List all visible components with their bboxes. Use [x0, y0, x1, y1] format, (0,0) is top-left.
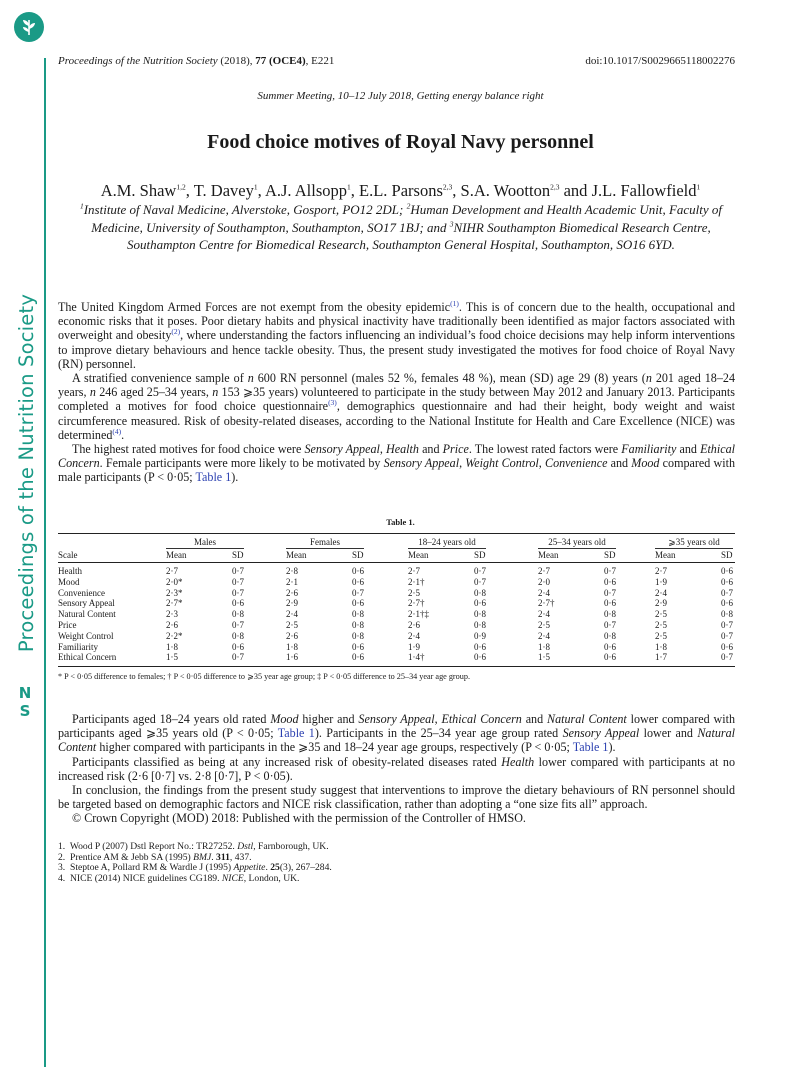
author-list — [0, 181, 801, 201]
table-row-scale: Mood — [58, 576, 80, 587]
table-cell-value: 0·8 — [721, 609, 733, 620]
table-cell-value: 0·7 — [352, 587, 364, 598]
table-cell-value: 0·6 — [474, 641, 486, 652]
table-scale-header: Scale — [58, 550, 78, 560]
table-cell-value: 2·7 — [538, 566, 550, 576]
table-col-mean-header: Mean — [655, 550, 676, 560]
table-cell-value: 0·6 — [604, 641, 616, 652]
table-cell-value: 2·1†‡ — [408, 609, 429, 620]
ref-link[interactable]: (2) — [171, 327, 181, 337]
table-cell-value: 2·3 — [166, 609, 178, 620]
paper-title: Food choice motives of Royal Navy personnel — [207, 131, 594, 153]
table-row-scale: Health — [58, 566, 82, 576]
author-affil-sup: 1,2 — [176, 182, 186, 192]
results-section — [58, 712, 735, 826]
journal-volume: 77 (OCE4) — [255, 55, 306, 67]
table-cell-value: 0·6 — [474, 598, 486, 609]
table-group-underline — [655, 548, 733, 549]
author-sep: , — [257, 181, 265, 200]
table-col-sd-header: SD — [352, 550, 364, 560]
affiliation-2: Human Development and Health Academic Unit, Faculty of Medicine, University of Southampton, Southampton, SO17 1BJ; and — [91, 202, 723, 235]
table-cell-value: 2·7 — [655, 566, 667, 576]
author-sep: , — [350, 181, 360, 200]
table-col-mean-header: Mean — [538, 550, 559, 560]
table-header-rule — [58, 562, 735, 563]
author-affil-sup: 1 — [696, 182, 701, 192]
table-cell-value: 0·6 — [721, 566, 733, 576]
intro-section — [58, 300, 735, 485]
table-cell-value: 0·7 — [232, 576, 244, 587]
author-sep: and — [559, 181, 592, 200]
table-cell-value: 0·6 — [352, 652, 364, 663]
copyright-line: © Crown Copyright (MOD) 2018: Published with the permission of the Controller of HMSO. — [72, 811, 526, 826]
table-row-scale: Price — [58, 620, 77, 630]
table-cell-value: 0·7 — [604, 587, 616, 598]
table-cell-value: 0·6 — [604, 598, 616, 609]
journal-side-rule — [44, 58, 46, 1067]
table-col-sd-header: SD — [721, 550, 733, 560]
table-cell-value: 0·8 — [352, 609, 364, 620]
table-cell-value: 2·3* — [166, 587, 183, 598]
ref-link[interactable]: (3) — [328, 398, 337, 408]
table-col-mean-header: Mean — [166, 550, 187, 560]
author-affil-sup: 2,3 — [550, 182, 560, 192]
table-cell-value: 2·5 — [538, 620, 550, 630]
table-cell-value: 1·8 — [166, 641, 178, 652]
author: E.L. Parsons — [359, 181, 443, 200]
table-cell-value: 2·0 — [538, 576, 550, 587]
table-col-sd-header: SD — [474, 550, 486, 560]
author: S.A. Wootton — [460, 181, 551, 200]
references-list — [58, 842, 332, 884]
table-cell-value: 0·7 — [232, 620, 244, 630]
table-cell-value: 0·9 — [474, 630, 486, 641]
table-cell-value: 2·7 — [408, 566, 420, 576]
table-footnote: * P < 0·05 difference to females; † P < 0·05 difference to ⩾35 year age group; ‡ P < 0·05 difference to 25–34 year age group. — [58, 672, 470, 681]
author: T. Davey — [193, 181, 254, 200]
table-cell-value: 0·8 — [232, 630, 244, 641]
author: J.L. Fallowfield — [591, 181, 697, 200]
table-cell-value: 0·6 — [352, 576, 364, 587]
table-title: Table 1. — [386, 517, 415, 527]
table-cell-value: 0·8 — [604, 630, 616, 641]
table-cell-value: 2·6 — [408, 620, 420, 630]
ns-society-icon — [11, 682, 39, 720]
author-sep: , — [185, 181, 194, 200]
table-cell-value: 0·8 — [474, 587, 486, 598]
table-cell-value: 0·8 — [474, 620, 486, 630]
results-paragraph-2: Participants classified as being at any increased risk of obesity-related diseases rated Health lower compared with participants at no increased risk (2·6 [0·7] vs. 2·8 [0·7], P < 0·05). — [58, 754, 735, 783]
reference-item: 4. NICE (2014) NICE guidelines CG189. NICE, London, UK. — [58, 872, 300, 884]
table-group-underline — [286, 548, 364, 549]
affil-sup: 3 — [449, 219, 454, 229]
leaf-icon — [19, 17, 39, 37]
table-group-header: 25–34 years old — [548, 537, 606, 547]
table-col-sd-header: SD — [232, 550, 244, 560]
table-cell-value: 2·2* — [166, 630, 183, 641]
table-col-sd-header: SD — [604, 550, 616, 560]
svg-text:N: N — [18, 684, 32, 702]
author: A.J. Allsopp — [264, 181, 348, 200]
table-cell-value: 2·5 — [286, 620, 298, 630]
author-sep: , — [452, 181, 461, 200]
reference-item: 1. Wood P (2007) Dstl Report No.: TR27252. Dstl, Farnborough, UK. — [58, 841, 329, 852]
table-group-underline — [538, 548, 616, 549]
table-cell-value: 1·9 — [408, 641, 420, 652]
table-cell-value: 2·4 — [286, 609, 298, 620]
svg-text:S: S — [19, 702, 31, 720]
table-group-header: Females — [310, 537, 340, 547]
table-cell-value: 0·8 — [604, 609, 616, 620]
table-cell-value: 2·4 — [538, 630, 550, 641]
table-group-header: ⩾35 years old — [668, 537, 720, 547]
table-col-mean-header: Mean — [408, 550, 429, 560]
table-cell-value: 1·5 — [166, 652, 178, 663]
author-affil-sup: 1 — [253, 182, 258, 192]
journal-year: (2018), — [220, 55, 253, 67]
journal-citation — [58, 55, 334, 67]
table-group-underline — [166, 548, 244, 549]
table-cell-value: 0·6 — [474, 652, 486, 663]
ref-link[interactable]: (4) — [112, 426, 122, 436]
table-row-scale: Natural Content — [58, 609, 116, 620]
table-cell-value: 0·7 — [474, 566, 486, 576]
journal-name: Proceedings of the Nutrition Society — [58, 55, 218, 67]
table-row-scale: Familiarity — [58, 641, 98, 652]
table-link[interactable]: Table 1 — [572, 740, 609, 755]
table-cell-value: 1·4† — [408, 652, 425, 663]
table-cell-value: 2·1 — [286, 576, 298, 587]
table-cell-value: 2·4 — [538, 587, 550, 598]
table-cell-value: 1·5 — [538, 652, 550, 663]
table-link[interactable]: Table 1 — [195, 470, 232, 485]
affil-sup: 2 — [406, 201, 411, 211]
affiliations — [70, 201, 732, 254]
author-affil-sup: 2,3 — [442, 182, 453, 192]
table-cell-value: 0·7 — [232, 652, 244, 663]
table-row-scale: Convenience — [58, 587, 105, 598]
affil-sup: 1 — [79, 201, 84, 211]
journal-page: , E221 — [305, 55, 335, 67]
table-group-underline — [408, 548, 486, 549]
table-cell-value: 2·5 — [655, 609, 667, 620]
table-cell-value: 0·6 — [352, 566, 364, 576]
results-paragraph-1: Participants aged 18–24 years old rated Mood higher and Sensory Appeal, Ethical Concern and Natural Content lower compared with participants aged ⩾35 years old (P < 0·05; Table 1). Participants in the 25–34 year age group rated Sensory Appeal lower and Natural Content higher compared with participants in the ⩾35 and 18–24 year age groups, respectively (P < 0·05; Table 1). — [58, 712, 735, 755]
table-cell-value: 2·4 — [538, 609, 550, 620]
intro-paragraph-3: The highest rated motives for food choice were Sensory Appeal, Health and Price. The lowest rated factors were Familiarity and Ethical Concern. Female participants were more likely to be motivated by Sensory Appeal, Weight Control, Convenience and Mood compared with male participants (P < 0·05; Table 1). — [58, 442, 736, 485]
table-cell-value: 0·6 — [604, 576, 616, 587]
table-cell-value: 1·6 — [286, 652, 298, 663]
table-cell-value: 2·4 — [655, 587, 667, 598]
author-affil-sup: 1 — [347, 182, 351, 192]
table-cell-value: 2·6 — [286, 587, 298, 598]
table-cell-value: 1·8 — [655, 641, 667, 652]
table-group-header: 18–24 years old — [418, 537, 476, 547]
table-row-scale: Ethical Concern — [58, 652, 117, 663]
doi[interactable]: doi:10.1017/S0029665118002276 — [585, 55, 735, 67]
table-top-rule — [58, 533, 735, 534]
table-bottom-rule — [58, 666, 735, 667]
table-cell-value: 0·7 — [721, 630, 733, 641]
reference-item: 3. Steptoe A, Pollard RM & Wardle J (1995) Appetite. 25(3), 267–284. — [58, 862, 332, 873]
table-cell-value: 2·5 — [655, 620, 667, 630]
table-cell-value: 0·7 — [232, 566, 244, 576]
table-cell-value: 0·6 — [232, 641, 244, 652]
table-cell-value: 1·8 — [538, 641, 550, 652]
table-cell-value: 2·7 — [166, 566, 178, 576]
table-cell-value: 2·4 — [408, 630, 420, 641]
table-group-header: Males — [194, 537, 216, 547]
table-cell-value: 0·8 — [352, 630, 364, 641]
affiliation-3: NIHR Southampton Biomedical Research Centre, Southampton Centre for Biomedical Research, Southampton General Hospital, Southampton, SO16 6YD. — [127, 219, 711, 252]
table-cell-value: 2·1† — [408, 576, 425, 587]
intro-paragraph-2: A stratified convenience sample of n 600 RN personnel (males 52 %, females 48 %), mean (SD) age 29 (8) years (n 201 aged 18–24 years, n 246 aged 25–34 years, n 153 ⩾35 years) volunteered to participate in the study between May 2012 and January 2013. Participants completed a motives for food choice questionnaire$^{(3)}$, demographics questionnaire and had their height, body weight and waist circumference measured. Risk of obesity-related diseases, according to the National Institute for Health and Care Excellence (NICE) was determined$^{(4)}$. — [58, 371, 735, 442]
table-cell-value: 0·8 — [352, 620, 364, 630]
table-cell-value: 1·7 — [655, 652, 667, 663]
table-cell-value: 2·7† — [408, 598, 425, 609]
table-cell-value: 2·9 — [655, 598, 667, 609]
table-cell-value: 0·7 — [474, 576, 486, 587]
table-cell-value: 2·7* — [166, 598, 183, 609]
table-cell-value: 2·0* — [166, 576, 183, 587]
conclusion-paragraph: In conclusion, the findings from the present study suggest that interventions to improve the dietary behaviours of RN personnel should be targeted based on demographic factors and NICE risk classification, rather than adopting a “one size fits all” approach. — [58, 783, 735, 812]
affiliation-1: Institute of Naval Medicine, Alverstoke, Gosport, PO12 2DL; — [83, 202, 407, 217]
table-cell-value: 0·6 — [232, 598, 244, 609]
table-row-scale: Sensory Appeal — [58, 598, 115, 609]
author: A.M. Shaw — [100, 181, 177, 200]
table-cell-value: 2·6 — [166, 620, 178, 630]
table-cell-value: 0·7 — [604, 620, 616, 630]
journal-side-label: Proceedings of the Nutrition Society — [15, 293, 38, 653]
table-cell-value: 0·6 — [352, 641, 364, 652]
intro-paragraph-1: The United Kingdom Armed Forces are not exempt from the obesity epidemic$^{(1)}$. This is of concern due to the health, occupational and economic risks that it poses. Poor dietary habits and physical inactivity have traditionally been identified as major factors associated with overweight and obesity$^{(2)}$, where understanding the factors influencing an individual’s food choice decisions may help inform interventions to improve dietary behaviours and hence tackle obesity. Thus, the present study investigated the motives for food choice of Royal Navy (RN) personnel. — [58, 298, 735, 371]
table-cell-value: 2·9 — [286, 598, 298, 609]
table-cell-value: 2·5 — [655, 630, 667, 641]
ref-link[interactable]: (1) — [450, 298, 459, 308]
table-cell-value: 0·6 — [721, 598, 733, 609]
table-link[interactable]: Table 1 — [277, 726, 315, 741]
table-cell-value: 0·7 — [721, 587, 733, 598]
table-cell-value: 0·7 — [721, 620, 733, 630]
journal-leaf-logo — [14, 12, 44, 42]
table-cell-value: 2·6 — [286, 630, 298, 641]
table-cell-value: 0·6 — [604, 652, 616, 663]
table-cell-value: 2·7† — [538, 598, 555, 609]
table-row-scale: Weight Control — [58, 630, 114, 641]
table-cell-value: 1·8 — [286, 641, 298, 652]
table-cell-value: 0·6 — [721, 641, 733, 652]
table-cell-value: 2·5 — [408, 587, 420, 598]
table-cell-value: 0·6 — [721, 576, 733, 587]
table-cell-value: 2·8 — [286, 566, 298, 576]
table-col-mean-header: Mean — [286, 550, 307, 560]
meeting-line: Summer Meeting, 10–12 July 2018, Getting energy balance right — [257, 90, 544, 102]
table-cell-value: 0·7 — [721, 652, 733, 663]
table-cell-value: 0·8 — [232, 609, 244, 620]
reference-item: 2. Prentice AM & Jebb SA (1995) BMJ. 311, 437. — [58, 851, 252, 863]
table-cell-value: 0·7 — [232, 587, 244, 598]
table-cell-value: 0·7 — [604, 566, 616, 576]
table-cell-value: 1·9 — [655, 576, 667, 587]
table-cell-value: 0·6 — [352, 598, 364, 609]
table-cell-value: 0·8 — [474, 609, 486, 620]
